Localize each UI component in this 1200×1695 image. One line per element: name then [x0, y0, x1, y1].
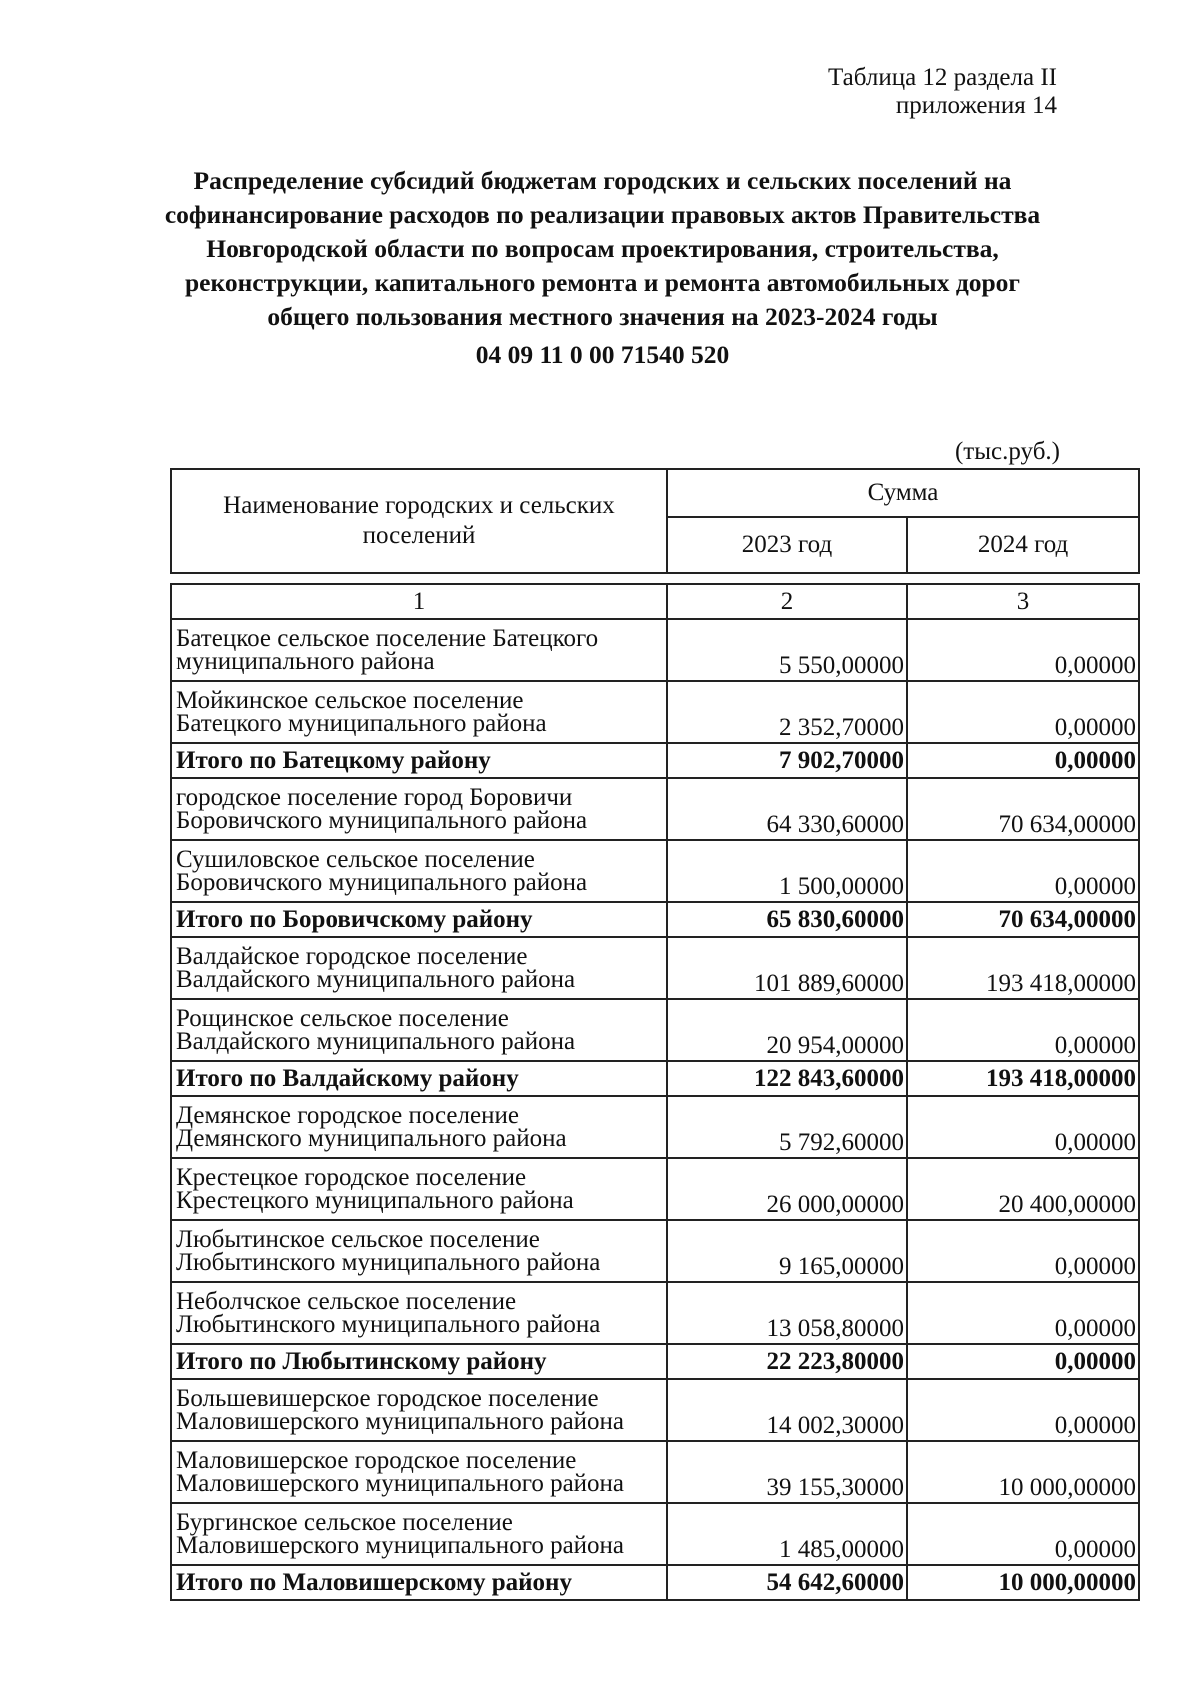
- title-line-1: Распределение субсидий бюджетам городских и сельских поселений на: [193, 166, 1012, 195]
- amount-2023: 14 002,30000: [667, 1379, 907, 1441]
- amount-2023: 1 485,00000: [667, 1503, 907, 1565]
- table-header: [170, 468, 1140, 574]
- settlement-row: [171, 840, 1139, 902]
- column-number-2: 2: [667, 584, 907, 619]
- name-line-2: Любытинского муниципального района: [176, 1249, 601, 1276]
- settlement-name: [171, 619, 667, 681]
- district-total-row: [171, 743, 1139, 778]
- units-label: (тыс.руб.): [954, 438, 1060, 465]
- amount-2024: 193 418,00000: [907, 937, 1139, 999]
- amount-2023: 5 550,00000: [667, 619, 907, 681]
- settlement-row: [171, 999, 1139, 1061]
- name-line-2: Валдайского муниципального района: [176, 966, 576, 993]
- district-total-name: [171, 1344, 667, 1379]
- amount-2024: 0,00000: [907, 1282, 1139, 1344]
- table-caption: [828, 64, 1057, 120]
- settlement-row: [171, 619, 1139, 681]
- amount-2024: 0,00000: [907, 743, 1139, 778]
- amount-2023: 22 223,80000: [667, 1344, 907, 1379]
- name-line-1: Бургинское сельское поселение: [176, 1509, 513, 1536]
- name-line-2: Маловишерского муниципального района: [176, 1532, 625, 1559]
- amount-2023: 13 058,80000: [667, 1282, 907, 1344]
- settlement-row: [171, 1379, 1139, 1441]
- name-line-2: Боровичского муниципального района: [176, 869, 588, 896]
- district-total-row: [171, 1344, 1139, 1379]
- amount-2024: 20 400,00000: [907, 1158, 1139, 1220]
- amount-2024: 10 000,00000: [907, 1565, 1139, 1600]
- document-title: [150, 164, 1055, 334]
- settlement-name: [171, 1282, 667, 1344]
- title-line-3: Новгородской области по вопросам проектирования, строительства,: [206, 234, 999, 263]
- amount-2023: 1 500,00000: [667, 840, 907, 902]
- name-line-2: Батецкого муниципального района: [176, 710, 547, 737]
- settlement-row: [171, 1441, 1139, 1503]
- amount-2024: 0,00000: [907, 619, 1139, 681]
- settlement-row: [171, 1220, 1139, 1282]
- name-line-1: Мойкинское сельское поселение: [176, 687, 524, 714]
- district-total-row: [171, 902, 1139, 937]
- name-line-2: муниципального района: [176, 648, 435, 675]
- amount-2023: 5 792,60000: [667, 1096, 907, 1158]
- amount-2023: 2 352,70000: [667, 681, 907, 743]
- settlement-name: [171, 999, 667, 1061]
- settlement-name: [171, 1096, 667, 1158]
- district-total-name: [171, 743, 667, 778]
- amount-2024: 0,00000: [907, 1379, 1139, 1441]
- name-line-1: Демянское городское поселение: [176, 1102, 519, 1129]
- header-name-cell: [171, 469, 667, 573]
- amount-2023: 7 902,70000: [667, 743, 907, 778]
- column-number-1: 1: [171, 584, 667, 619]
- name-line-1: Итого по Маловишерскому району: [176, 1568, 572, 1596]
- settlement-name: [171, 1158, 667, 1220]
- title-line-2: софинансирование расходов по реализации правовых актов Правительства: [164, 200, 1041, 229]
- settlement-row: [171, 681, 1139, 743]
- header-name-line-1: Наименование городских и сельских: [223, 492, 615, 519]
- amount-2023: 20 954,00000: [667, 999, 907, 1061]
- caption-line-2: приложения 14: [895, 92, 1057, 119]
- amount-2024: 0,00000: [907, 1344, 1139, 1379]
- data-table: [170, 583, 1140, 1601]
- amount-2024: 0,00000: [907, 840, 1139, 902]
- name-line-2: Валдайского муниципального района: [176, 1028, 576, 1055]
- name-line-2: Крестецкого муниципального района: [176, 1187, 574, 1214]
- amount-2024: 0,00000: [907, 1220, 1139, 1282]
- settlement-name: [171, 681, 667, 743]
- settlement-row: [171, 778, 1139, 840]
- settlement-name: [171, 1441, 667, 1503]
- budget-code: 04 09 11 0 00 71540 520: [475, 340, 730, 369]
- header-sum-cell: Сумма: [667, 469, 1139, 517]
- amount-2024: 70 634,00000: [907, 778, 1139, 840]
- settlement-name: [171, 1220, 667, 1282]
- title-line-4: реконструкции, капитального ремонта и ремонта автомобильных дорог: [185, 268, 1020, 297]
- title-line-5: общего пользования местного значения на 2023-2024 годы: [267, 302, 938, 331]
- amount-2023: 65 830,60000: [667, 902, 907, 937]
- name-line-1: городское поселение город Боровичи: [176, 784, 573, 811]
- amount-2024: 0,00000: [907, 999, 1139, 1061]
- settlement-row: [171, 1503, 1139, 1565]
- settlement-name: [171, 1379, 667, 1441]
- header-year-2023: 2023 год: [667, 517, 907, 573]
- name-line-2: Маловишерского муниципального района: [176, 1408, 625, 1435]
- name-line-1: Сушиловское сельское поселение: [176, 846, 535, 873]
- name-line-1: Итого по Любытинскому району: [176, 1347, 547, 1375]
- name-line-2: Демянского муниципального района: [176, 1125, 567, 1152]
- column-number-row: [171, 584, 1139, 619]
- name-line-1: Итого по Боровичскому району: [176, 905, 533, 933]
- amount-2024: 10 000,00000: [907, 1441, 1139, 1503]
- settlement-row: [171, 1282, 1139, 1344]
- name-line-2: Любытинского муниципального района: [176, 1311, 601, 1338]
- caption-line-1: Таблица 12 раздела II: [828, 64, 1057, 91]
- amount-2023: 122 843,60000: [667, 1061, 907, 1096]
- name-line-1: Итого по Батецкому району: [176, 746, 491, 774]
- amount-2023: 54 642,60000: [667, 1565, 907, 1600]
- amount-2023: 64 330,60000: [667, 778, 907, 840]
- name-line-1: Маловишерское городское поселение: [176, 1447, 577, 1474]
- column-number-3: 3: [907, 584, 1139, 619]
- amount-2024: 0,00000: [907, 681, 1139, 743]
- amount-2023: 9 165,00000: [667, 1220, 907, 1282]
- amount-2024: 0,00000: [907, 1096, 1139, 1158]
- name-line-1: Большевишерское городское поселение: [176, 1385, 599, 1412]
- settlement-name: [171, 840, 667, 902]
- name-line-2: Боровичского муниципального района: [176, 807, 588, 834]
- amount-2024: 0,00000: [907, 1503, 1139, 1565]
- header-name-line-2: поселений: [362, 522, 476, 549]
- district-total-name: [171, 1565, 667, 1600]
- district-total-row: [171, 1565, 1139, 1600]
- name-line-1: Крестецкое городское поселение: [176, 1164, 527, 1191]
- settlement-name: [171, 1503, 667, 1565]
- settlement-row: [171, 1158, 1139, 1220]
- name-line-1: Итого по Валдайскому району: [176, 1064, 519, 1092]
- name-line-1: Валдайское городское поселение: [176, 943, 528, 970]
- name-line-1: Неболчское сельское поселение: [176, 1288, 517, 1315]
- name-line-2: Маловишерского муниципального района: [176, 1470, 625, 1497]
- name-line-1: Рощинское сельское поселение: [176, 1005, 509, 1032]
- district-total-name: [171, 902, 667, 937]
- settlement-name: [171, 778, 667, 840]
- settlement-name: [171, 937, 667, 999]
- settlement-row: [171, 937, 1139, 999]
- name-line-1: Любытинское сельское поселение: [176, 1226, 540, 1253]
- district-total-row: [171, 1061, 1139, 1096]
- amount-2023: 39 155,30000: [667, 1441, 907, 1503]
- amount-2024: 70 634,00000: [907, 902, 1139, 937]
- settlement-row: [171, 1096, 1139, 1158]
- amount-2024: 193 418,00000: [907, 1061, 1139, 1096]
- district-total-name: [171, 1061, 667, 1096]
- amount-2023: 101 889,60000: [667, 937, 907, 999]
- name-line-1: Батецкое сельское поселение Батецкого: [176, 625, 599, 652]
- amount-2023: 26 000,00000: [667, 1158, 907, 1220]
- header-year-2024: 2024 год: [907, 517, 1139, 573]
